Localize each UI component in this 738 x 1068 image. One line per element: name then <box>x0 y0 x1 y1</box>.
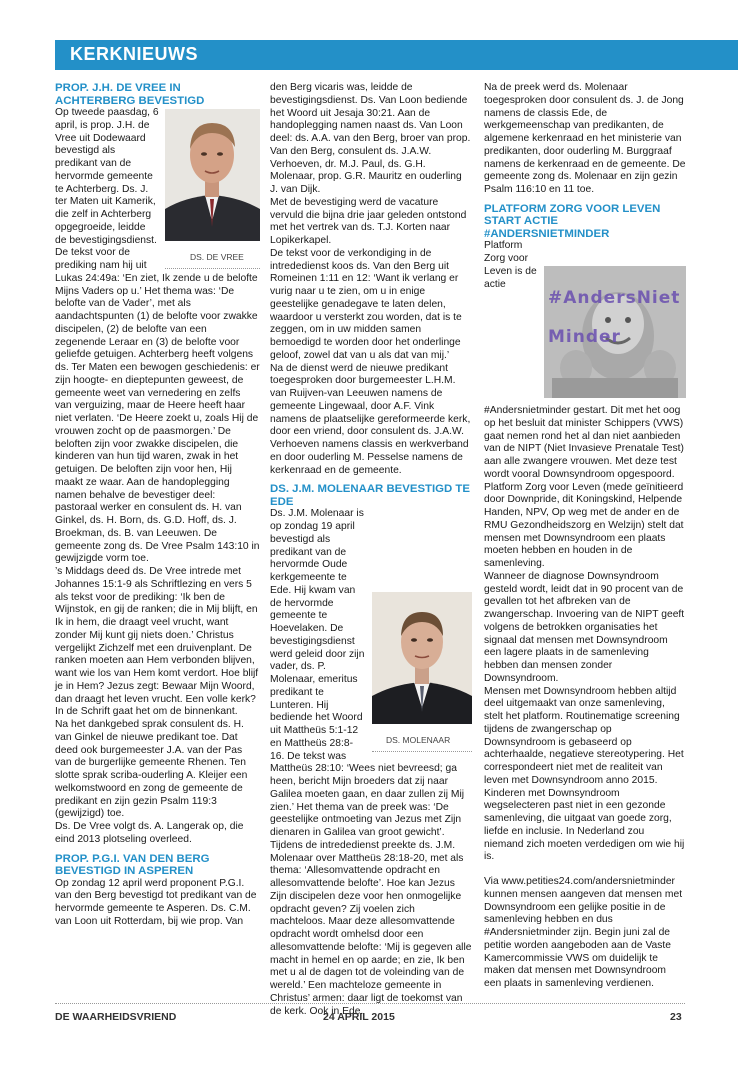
portrait-de-vree-image <box>165 109 260 241</box>
paragraph: den Berg vicaris was, leidde de bevestigingsdienst. Ds. Van Loon bediende het Woord uit Jesaja 30:21. Aan de handoplegging namen naast ds. Van Loon deel: ds. A.A. van den Berg, broer van prop. Van den Berg, consulent ds. J.A.W. Verhoeven, dr. M.J. Paul, ds. G.H. Molenaar, prop. G.R. Mauritz en ouderling J. van Dijk. <box>270 82 471 195</box>
footer-divider <box>55 1003 685 1004</box>
portrait-molenaar-image <box>372 592 472 724</box>
paragraph: Via www.petities24.com/andersnietminder kunnen mensen aangeven dat mensen met Downsyndroom een gelijke positie in de samenleving hebben en dus #Andersnietminder zijn. Begin juni zal de petitie worden aangeboden aan de Vaste Kamercommissie VWS om duidelijk te maken dat mensen met Downsyndroom een plaats in samenleving verdienen. <box>484 876 683 989</box>
section-title: KERKNIEUWS <box>70 44 199 64</box>
footer-page-number: 23 <box>670 1011 682 1023</box>
photo-de-vree <box>165 109 260 269</box>
paragraph: De tekst voor de verkondiging in de intrededienst koos ds. Van den Berg uit Romeinen 1:11 en 12: ‘Want ik verlang er vurig naar u te zien, om u in enige geestelijke genadegave te laten delen, waardoor u versterkt zou worden, dat is te zeggen, om in uw midden samen bemoedigd te worden door het onderlinge geloof, zowel dat van u als dat van mij.’ <box>270 247 462 361</box>
paragraph: Na de dienst werd de nieuwe predikant toegesproken door burgemeester L.H.M. van Ruijven-van Leeuwen namens de gemeente Lingewaal, door A.F. Vink namens de plaatselijke gereformeerde kerk, door een vriend, door consulent ds. J.A.W. Verhoeven namens classis en werkverband en door ouderling M. Pesselse namens de kerkenraad en de gemeente. <box>270 362 471 476</box>
photo-caption-de-vree: DS. DE VREE <box>165 246 260 269</box>
paragraph: Mensen met Downsyndroom hebben altijd deel uitgemaakt van onze samenleving, stelt het platform. Routinematige screening tijdens de zwangerschap op Downsyndroom is gebaseerd op achterhaalde, negatieve stereotypering. Het correspondeert niet met de realiteit van leven met Downsyndroom anno 2015. Kinderen met Downsyndroom wegselecteren past niet in een gezonde samenleving, die uitgaat van goede zorg, liefde en inclusie. In Nederland zou niemand zich moeten verdedigen om wie hij is. <box>484 685 685 863</box>
paragraph: Wanneer de diagnose Downsyndroom gesteld wordt, leidt dat in 90 procent van de gevallen tot het afbreken van de zwangerschap. Invoering van de NIPT geeft volgens de betrokken organisaties het signaal dat mensen met Downsyndroom een lagere plaats in de samenleving hebben dan mensen zonder Downsyndroom. <box>484 570 685 684</box>
paragraph: Na het dankgebed sprak consulent ds. H. van Ginkel de nieuwe predikant toe. Dat deed ook burgemeester J.A. van der Pas van de burgerlijke gemeente Rhenen. Ten slotte sprak scriba-ouderling A. Kleijer een welkomstwoord en zong de gemeente de predikant en zijn gezin Psalm 119:3 (gewijzigd) toe. <box>55 719 248 820</box>
footer-date: 24 APRIL 2015 <box>323 1011 395 1023</box>
photo-andersnietminder <box>544 266 686 403</box>
photo-molenaar <box>372 592 472 752</box>
paragraph: Met de bevestiging werd de vacature vervuld die bijna drie jaar geleden ontstond met het vertrek van ds. T.J. Korten naar Lopikerkapel. <box>270 196 467 246</box>
paragraph: Na de preek werd ds. Molenaar toegesproken door consulent ds. J. de Jong namens de classis Ede, de werkgemeenschap van predikanten, de algemene kerkenraad en het ministerie van predikanten, door ouderling M. Burggraaf namens de kerkenraad en de gemeente. De gemeente zong ds. Molenaar en zijn gezin Psalm 116:10 en 11 toe. <box>484 82 686 195</box>
article-heading-molenaar: DS. J.M. MOLENAAR BEVESTIGD TE EDE <box>270 483 470 508</box>
column-1 <box>55 82 260 929</box>
paragraph: ’s Middags deed ds. De Vree intrede met Johannes 15:1-9 als Schriftlezing en vers 5 als tekst voor de prediking: ‘Ik ben de Wijnstok, en gij de ranken; die in Mij blijft, en Ik in hem, die draagt veel vrucht, want zonder Mij kunt gij niets doen.’ Christus vergelijkt Zichzelf met een druivenplant. De ranken moeten aan Hem verbonden blijven, want wie los van Hem komt verdort. Hoe blijf je in Hem? Jezus zegt: Bewaar Mijn Woord, dan draagt het leven vrucht. Een volle kerk? In de Schrift gaat het om de binnenkant. <box>55 566 259 718</box>
paragraph: Ds. J.M. Molenaar is op zondag 19 april bevestigd als predikant van de hervormde Oude kerkgemeente te Ede. Hij kwam van de hervormde gemeente te Hoevelaken. De bevestigingsdienst werd geleid door zijn vader, ds. P. Molenaar, emeritus predikant te Lunteren. Hij bediende het Woord uit Mattheüs 5:1-12 en Mattheüs 28:8-16. De tekst was Mattheüs 28:10: ‘Wees niet bevreesd; ga heen, bericht Mijn broeders dat zij naar Galilea moeten gaan, en daar zullen zij Mij zien.’ Het thema van de preek was: ‘De geestelijke ontmoeting van Jezus met Zijn dienaren in Galilea van groot gewicht’. Tijdens de intrededienst preekte ds. J.M. Molenaar over Mattheüs 28:18-20, met als thema: ‘Allesomvattende opdracht en allesomvattende belofte’. Hoe kan Jezus Zijn discipelen deze voor hen onmogelijke opdracht geven? Zij voelen zich machteloos. Maar deze allesomvattende opdracht wordt omhelsd door een allesomvattende belofte: ‘Mij is gegeven alle macht in hemel en op aarde; en zie, Ik ben met u al de dagen tot de voleinding van de wereld.’ Een machteloze gemeente in Christus’ armen: daar ligt de toekomst van de kerk. Ook in Ede. <box>270 508 472 1017</box>
column-3 <box>484 82 686 991</box>
section-banner <box>55 40 738 70</box>
column-2 <box>270 82 472 1018</box>
footer-publication: DE WAARHEIDSVRIEND <box>55 1011 177 1023</box>
photo-caption-molenaar: DS. MOLENAAR <box>372 729 472 752</box>
campaign-photo-text: #AndersNietMinder <box>548 288 681 347</box>
article-heading-de-vree: PROP. J.H. DE VREE IN ACHTERBERG BEVESTIGD <box>55 82 205 107</box>
paragraph: van verguizing, maar de Heere heeft haar niet verlaten. ‘De Heere zoekt u, zoals Hij de vrouwen zocht op de paasmorgen.’ De beloften zijn voor zwakke discipelen, die kinderen van hun tijd waren, zwak in het getuigen. De beloften zijn voor hen, Hij maakt ze waar. Aan de handoplegging namen behalve de bevestiger deel: pastoraal werker en consulent ds. H. van Ginkel, ds. H. Born, ds. G.D. Hoff, ds. J. Broekman, ds. B. van Leeuwen. De gemeente zong ds. De Vree Psalm 143:10 in gewijzigde vorm toe. <box>55 400 260 565</box>
paragraph: Platform Zorg voor Leven is de actie #Andersnietminder gestart. Dit met het oog op het besluit dat minister Schippers (VWS) gaat nemen rond het al dan niet aanbieden van de NIPT (Niet Invasieve Prenatale Test) aan alle zwangere vrouwen. Met deze test wordt vooral Downsyndroom opgespoord. Platform Zorg voor Leven (mede geïnitieerd door Downpride, dit Koningskind, Helpende Handen, NPV, Op weg met de ander en de RMU Gezondheidszorg en Welzijn) stelt dat mensen met Downsyndroom een plaats moeten hebben en houden in de samenleving. <box>484 240 684 569</box>
article-heading-van-den-berg: PROP. P.G.I. VAN DEN BERG BEVESTIGD IN ASPEREN <box>55 852 210 877</box>
paragraph: Ds. De Vree volgt ds. A. Langerak op, die eind 2013 plotseling overleed. <box>55 821 244 845</box>
article-de-vree <box>55 107 260 847</box>
article-heading-platform: PLATFORM ZORG VOOR LEVEN START ACTIE #ANDERSNIETMINDER <box>484 202 661 240</box>
paragraph: Op zondag 12 april werd proponent P.G.I. van den Berg bevestigd tot predikant van de hervormde gemeente te Asperen. Ds. C.M. van Loon uit Rotterdam, bij wie prop. Van <box>55 877 257 927</box>
paragraph: Op tweede paasdag, 6 april, is prop. J.H. de Vree uit Dodewaard bevestigd als predikant van de hervormde gemeente te Achterberg. Ds. J. ter Maten uit Kamerik, die zelf in Achterberg opgegroeide, leidde de bevestigingsdienst. De tekst voor de prediking nam hij uit Lukas 24:49a: ‘En ziet, Ik zende u de belofte Mijns Vaders op u.’ Het thema was: ‘De belofte van de Vader’, met als aandachtspunten (1) de belofte voor zwakke discipelen, (2) de belofte van een zegenende Leraar en (3) de belofte voor geliefde getuigen. Achterberg heeft volgens ds. Ter Maten een bewogen geschiedenis: er zijn hoogte- en dieptepunten geweest, de gemeente weet van vernedering en zelfs <box>55 107 260 399</box>
